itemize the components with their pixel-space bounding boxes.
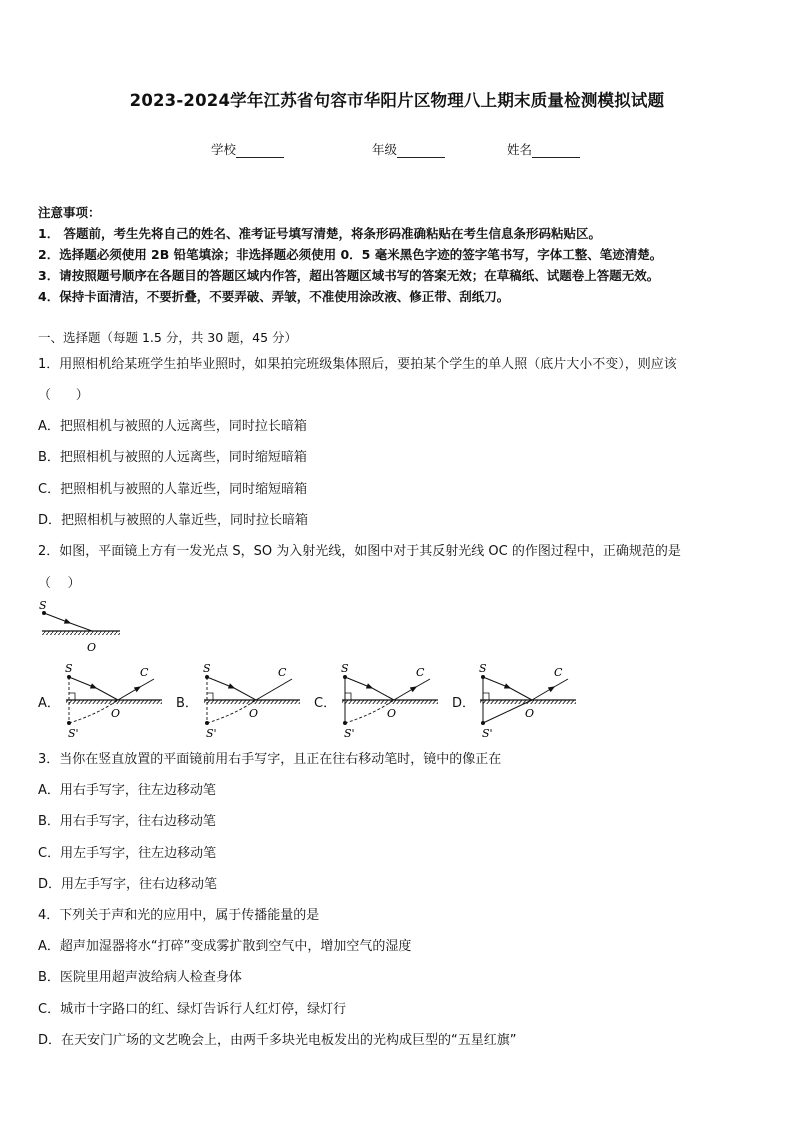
q2-option-b-figure (198, 660, 304, 740)
label-s: S (39, 599, 47, 612)
incident-ray-arrow (207, 677, 234, 688)
label-s: S (65, 662, 73, 675)
right-angle-mark (69, 693, 75, 700)
label-s-image: S' (482, 727, 493, 740)
right-angle-mark (207, 693, 213, 700)
q3-option-b: B．用右手写字，往右边移动笔 (38, 814, 216, 829)
notice-item: 4．保持卡面清洁，不要折叠，不要弄破、弄皱，不准使用涂改液、修正带、刮纸刀。 (38, 289, 510, 304)
label-o: O (249, 707, 259, 720)
school-label: 学校 (211, 142, 237, 157)
q3-option-c: C．用左手写字，往左边移动笔 (38, 846, 217, 861)
image-point-dot (481, 721, 485, 725)
incident-ray-arrow (69, 677, 96, 688)
grade-label: 年级 (372, 142, 398, 157)
mirror-hatch (66, 700, 162, 704)
mirror-hatch (204, 700, 300, 704)
label-s-image: S' (206, 727, 217, 740)
mirror-hatch (42, 631, 120, 635)
right-angle-mark (483, 693, 489, 700)
incident-ray-arrow (483, 677, 510, 688)
incident-ray (234, 688, 256, 700)
reflected-ray-arrow (532, 687, 554, 700)
q1-answer-bracket: （ ） (38, 388, 89, 403)
q3-option-d: D．用左手写字，往右边移动笔 (38, 877, 218, 892)
label-c: C (278, 666, 287, 679)
school-field (211, 140, 284, 158)
q2-option-d-label: D． (452, 696, 476, 711)
q4-option-a: A．超声加湿器将水“打碎”变成雾扩散到空气中，增加空气的湿度 (38, 939, 412, 954)
q4-option-b: B．医院里用超声波给病人检查身体 (38, 970, 242, 985)
reflected-ray-arrow (118, 687, 140, 700)
section-heading: 一、选择题（每题 1.5 分，共 30 题，45 分） (38, 330, 298, 345)
label-o: O (525, 707, 535, 720)
name-field (507, 140, 580, 158)
image-point-dot (205, 721, 209, 725)
name-blank (532, 143, 580, 158)
notice-item: 2．选择题必须使用 2B 铅笔填涂；非选择题必须使用 0．5 毫米黑色字迹的签字笔书写，字体工整、笔迹清楚。 (38, 247, 663, 262)
q1-option-b: B．把照相机与被照的人远离些，同时缩短暗箱 (38, 450, 307, 465)
q4-stem: 4．下列关于声和光的应用中，属于传播能量的是 (38, 908, 320, 923)
right-angle-mark (345, 693, 351, 700)
incident-ray-arrow (44, 613, 70, 623)
q4-option-c: C．城市十字路口的红、绿灯告诉行人红灯停，绿灯行 (38, 1002, 347, 1017)
label-o: O (387, 707, 397, 720)
image-point-dot (343, 721, 347, 725)
notice-item: 3．请按照题号顺序在各题目的答题区域内作答，超出答题区域书写的答案无效；在草稿纸、试题卷上答题无效。 (38, 268, 660, 283)
q2-option-a-figure (60, 660, 166, 740)
q2-option-c-label: C． (314, 696, 337, 711)
reflected-ray-arrow (394, 687, 416, 700)
incident-ray (510, 688, 532, 700)
incident-ray (372, 688, 394, 700)
notice-item: 1． 答题前，考生先将自己的姓名、准考证号填写清楚，将条形码准确粘贴在考生信息条形码粘贴区。 (38, 226, 602, 241)
name-label: 姓名 (507, 142, 533, 157)
school-blank (236, 143, 284, 158)
q4-option-d: D．在天安门广场的文艺晚会上，由两千多块光电板发出的光构成巨型的“五星红旗” (38, 1033, 517, 1048)
label-s: S (341, 662, 349, 675)
image-point-dot (67, 721, 71, 725)
incident-ray (96, 688, 118, 700)
label-s-image: S' (344, 727, 355, 740)
grade-field (372, 140, 445, 158)
incident-ray-arrow (345, 677, 372, 688)
q1-option-c: C．把照相机与被照的人靠近些，同时缩短暗箱 (38, 482, 308, 497)
incident-ray (70, 623, 92, 631)
q3-option-a: A．用右手写字，往左边移动笔 (38, 783, 216, 798)
label-s: S (479, 662, 487, 675)
q3-stem: 3．当你在竖直放置的平面镜前用右手写字，且正在往右移动笔时，镜中的像正在 (38, 752, 502, 767)
q2-option-c-figure (336, 660, 442, 740)
q1-option-a: A．把照相机与被照的人远离些，同时拉长暗箱 (38, 419, 307, 434)
reflected-ray (140, 679, 154, 687)
label-s: S (203, 662, 211, 675)
q2-stem: 2．如图，平面镜上方有一发光点 S，SO 为入射光线，如图中对于其反射光线 OC 的作图过程中，正确规范的是 (38, 544, 681, 559)
q2-option-a-label: A． (38, 696, 60, 711)
q2-stem-figure (36, 598, 126, 654)
notice-heading: 注意事项： (38, 205, 101, 220)
label-c: C (416, 666, 425, 679)
label-s-image: S' (68, 727, 79, 740)
q2-answer-bracket: （ ） (38, 576, 81, 591)
q2-option-d-figure (474, 660, 580, 740)
mirror-hatch (342, 700, 438, 704)
label-c: C (554, 666, 563, 679)
q1-option-d: D．把照相机与被照的人靠近些，同时拉长暗箱 (38, 513, 309, 528)
q1-stem: 1．用照相机给某班学生拍毕业照时，如果拍完班级集体照后，要拍某个学生的单人照（底片大小不变），则应该 (38, 357, 677, 372)
exam-title: 2023-2024学年江苏省句容市华阳片区物理八上期末质量检测模拟试题 (129, 91, 665, 110)
reflected-ray (256, 679, 292, 700)
q2-option-b-label: B． (176, 696, 198, 711)
reflected-ray (416, 679, 430, 687)
reflected-ray (554, 679, 568, 687)
label-o: O (87, 641, 97, 654)
grade-blank (397, 143, 445, 158)
label-c: C (140, 666, 149, 679)
label-o: O (111, 707, 121, 720)
